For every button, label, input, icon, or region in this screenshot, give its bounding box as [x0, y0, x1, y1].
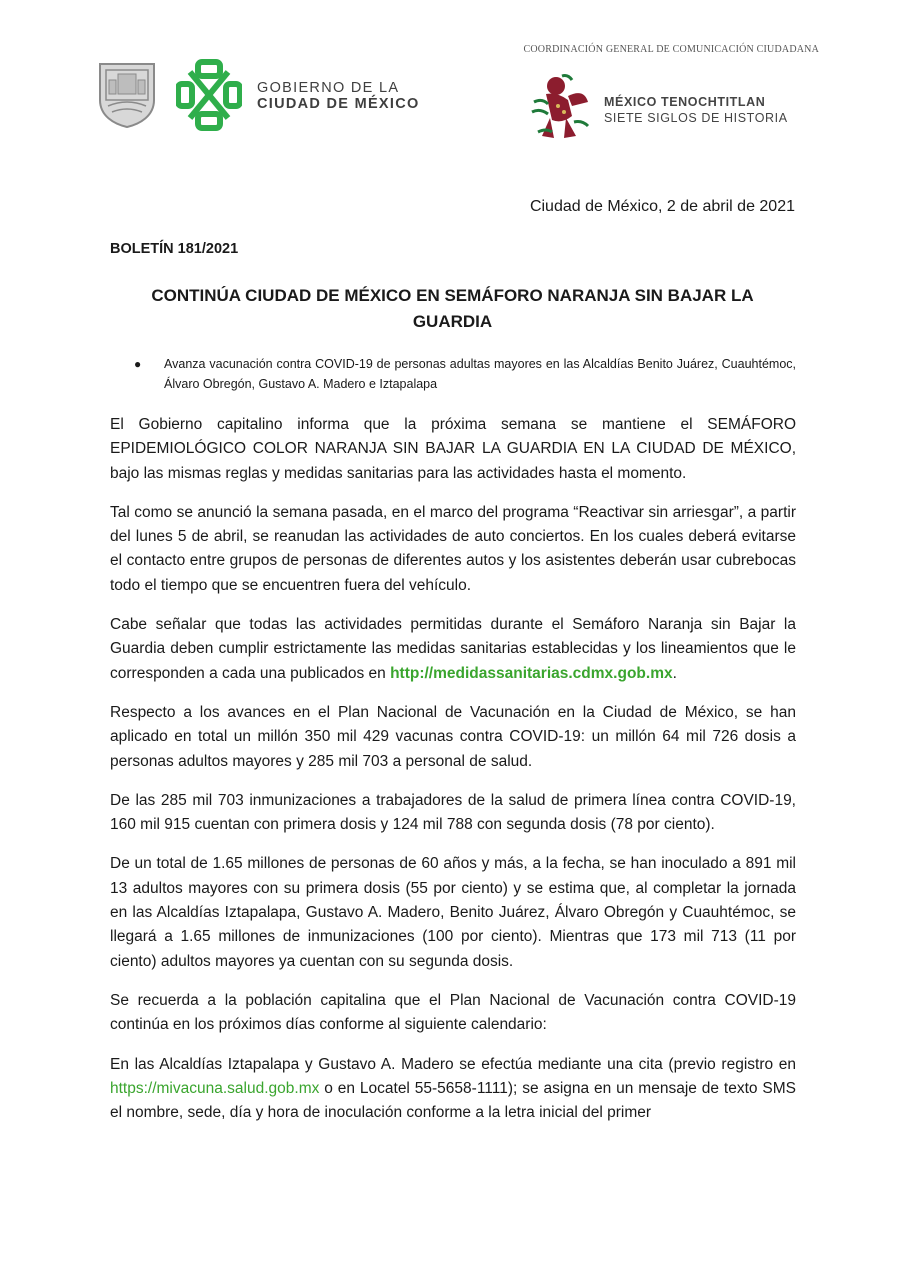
tenochtitlan-glyph-icon	[528, 72, 594, 144]
paragraph-6: De un total de 1.65 millones de personas de 60 años y más, a la fecha, se han inoculado a 891 mil 13 adultos mayores con su primera dosis (55 por ciento) y se estima que, al completar la jornada en las Alcaldías Iztapalapa, Gustavo A. Madero, Benito Juárez, Álvaro Obregón y Cuauhtémoc, se llegará a 1.65 millones de inmunizaciones (100 por ciento). Mientras que 173 mil 713 (11 por ciento) adultos mayores ya cuentan con su segunda dosis.	[110, 855, 796, 970]
tenochtitlan-line-2: SIETE SIGLOS DE HISTORIA	[604, 111, 788, 125]
medidas-sanitarias-link[interactable]: http://medidassanitarias.cdmx.gob.mx	[390, 664, 673, 682]
paragraph-8-end: o en Locatel 55-5658-1111); se asigna en un mensaje de texto SMS el nombre, sede, día y hora de inoculación conforme a la letra inicial del primer	[110, 1079, 796, 1122]
paragraph-3	[110, 613, 796, 686]
coordination-heading: COORDINACIÓN GENERAL DE COMUNICACIÓN CIUDADANA	[523, 44, 819, 55]
mivacuna-link[interactable]: https://mivacuna.salud.gob.mx	[110, 1079, 320, 1097]
bullet-dot-icon: ●	[134, 357, 142, 371]
paragraph-8	[110, 1053, 796, 1126]
paragraph-3-end: .	[672, 664, 677, 682]
government-line-2: CIUDAD DE MÉXICO	[257, 96, 420, 112]
bulletin-number: BOLETÍN 181/2021	[110, 241, 239, 257]
summary-bullet-text: Avanza vacunación contra COVID-19 de personas adultas mayores en las Alcaldías Benito Juárez, Cuauhtémoc, Álvaro Obregón, Gustavo A. Madero e Iztapalapa	[164, 357, 796, 391]
paragraph-4: Respecto a los avances en el Plan Nacional de Vacunación en la Ciudad de México, se han aplicado en total un millón 350 mil 429 vacunas contra COVID-19: un millón 64 mil 726 dosis a personas adultos mayores y 285 mil 703 a personal de salud.	[110, 703, 796, 770]
paragraph-8-text: En las Alcaldías Iztapalapa y Gustavo A. Madero se efectúa mediante una cita (previo registro en	[110, 1055, 796, 1073]
government-name	[257, 80, 420, 112]
paragraph-7: Se recuerda a la población capitalina que el Plan Nacional de Vacunación contra COVID-19 continúa en los próximos días conforme al siguiente calendario:	[110, 991, 796, 1034]
paragraph-1: El Gobierno capitalino informa que la próxima semana se mantiene el SEMÁFORO EPIDEMIOLÓGICO COLOR NARANJA SIN BAJAR LA GUARDIA EN LA CIUDAD DE MÉXICO, bajo las mismas reglas y medidas sanitarias para las actividades hasta el momento.	[110, 416, 796, 482]
tenochtitlan-caption	[604, 94, 788, 126]
paragraph-2: Tal como se anunció la semana pasada, en el marco del programa “Reactivar sin arriesgar”, a partir del lunes 5 de abril, se reanudan las actividades de auto conciertos. En los cuales deberá evitarse el contacto entre grupos de personas de diferentes autos y los asistentes deberán usar cubrebocas todo el tiempo que se encuentren fuera del vehículo.	[110, 503, 796, 594]
government-line-1: GOBIERNO DE LA	[257, 80, 400, 96]
shield-icon	[98, 60, 156, 128]
paragraph-3-text: Cabe señalar que todas las actividades permitidas durante el Semáforo Naranja sin Bajar la Guardia deben cumplir estrictamente las medidas sanitarias establecidas y los lineamientos que le corresponden a cada una publicados en	[110, 616, 796, 682]
document-date: Ciudad de México, 2 de abril de 2021	[529, 198, 795, 215]
summary-bullet	[134, 354, 796, 394]
cdmx-emblem-icon	[176, 58, 242, 132]
tenochtitlan-line-1: MÉXICO TENOCHTITLAN	[604, 95, 766, 109]
article-body	[110, 413, 796, 1140]
paragraph-5: De las 285 mil 703 inmunizaciones a trabajadores de la salud de primera línea contra COVID-19, 160 mil 915 cuentan con primera dosis y 124 mil 788 con segunda dosis (78 por ciento).	[110, 791, 796, 834]
headline: CONTINÚA CIUDAD DE MÉXICO EN SEMÁFORO NARANJA SIN BAJAR LA GUARDIA	[151, 286, 754, 331]
